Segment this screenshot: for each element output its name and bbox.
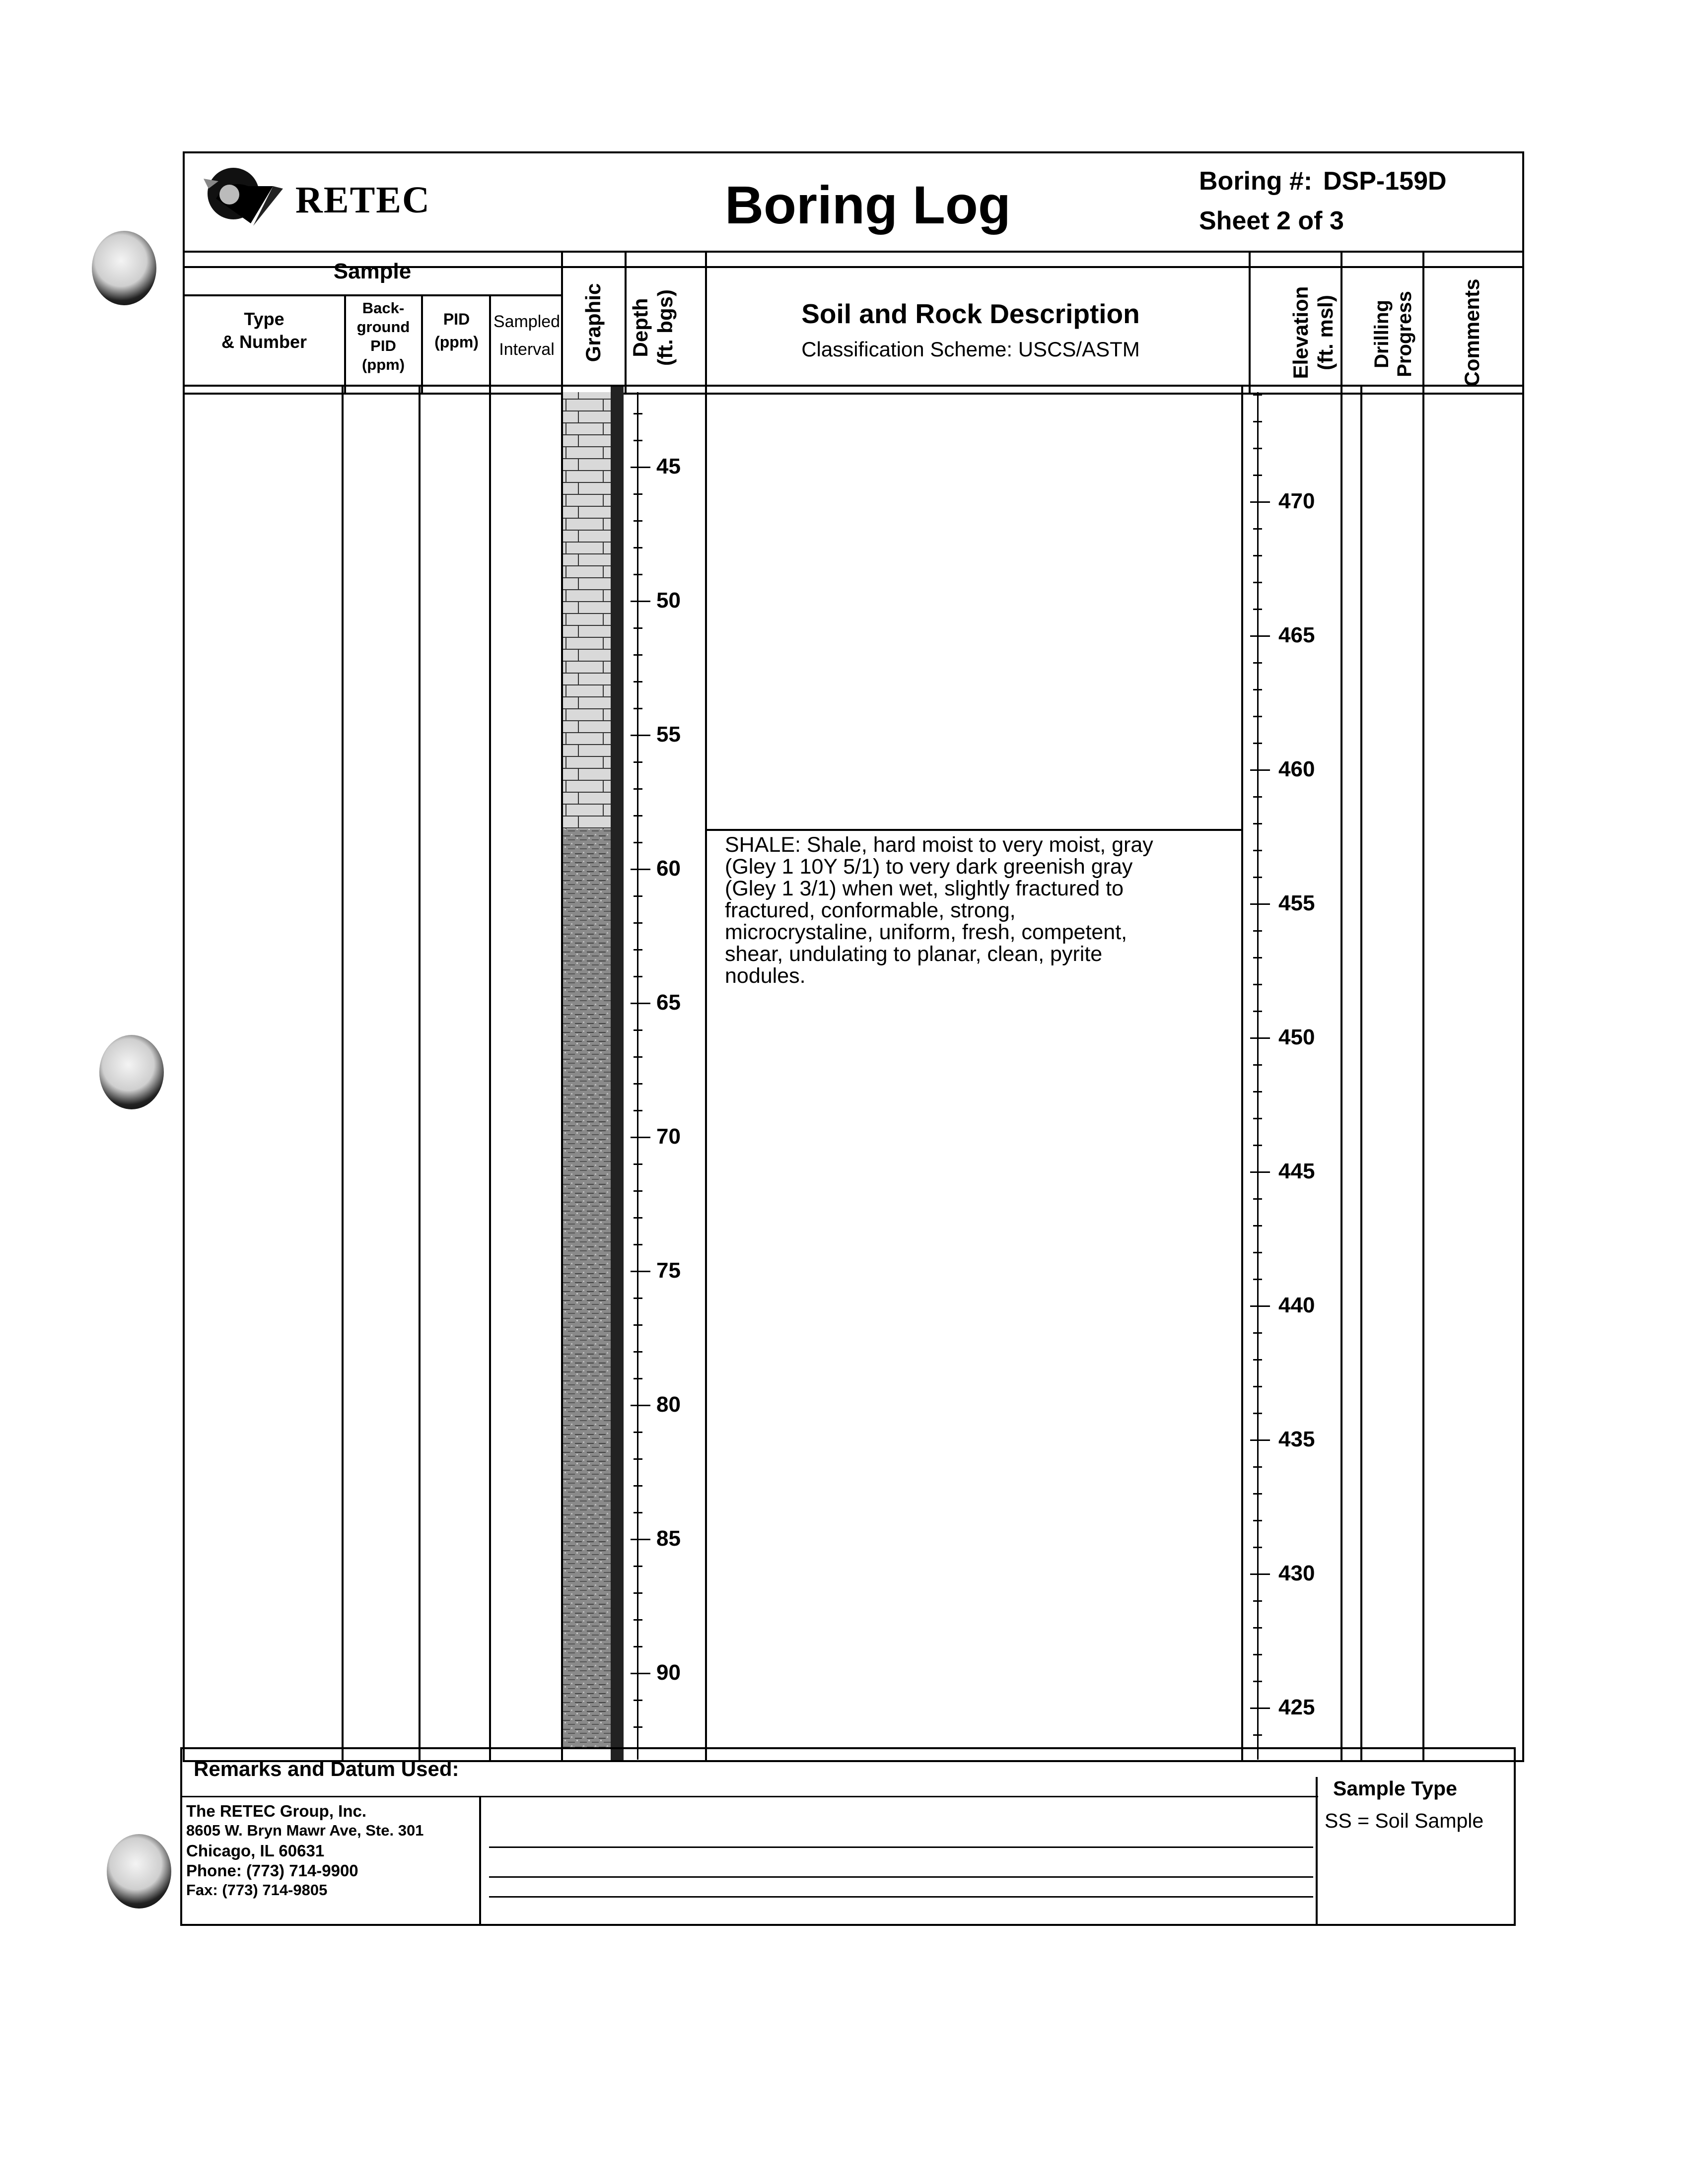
footer-divider <box>1316 1777 1318 1925</box>
depth-major-tick <box>631 735 650 736</box>
elevation-minor-tick <box>1253 1225 1262 1227</box>
elevation-minor-tick <box>1253 555 1262 556</box>
body-frame <box>183 385 1524 1762</box>
graphic-log <box>563 387 624 1760</box>
elevation-minor-tick <box>1253 662 1262 664</box>
elevation-minor-tick <box>1253 716 1262 717</box>
depth-minor-tick <box>634 681 642 682</box>
depth-major-tick <box>631 1539 650 1540</box>
hdr-divider <box>625 251 627 394</box>
elevation-label: 425 <box>1278 1695 1315 1720</box>
depth-major-tick <box>631 1673 650 1674</box>
elevation-major-tick <box>1250 501 1270 503</box>
depth-minor-tick <box>634 922 642 924</box>
elevation-minor-tick <box>1253 1091 1262 1092</box>
elevation-minor-tick <box>1253 1011 1262 1012</box>
depth-minor-tick <box>634 1163 642 1165</box>
depth-minor-tick <box>634 1244 642 1245</box>
depth-minor-tick <box>634 627 642 629</box>
elevation-minor-tick <box>1253 984 1262 985</box>
punch-hole-bottom <box>107 1834 171 1909</box>
remarks-line <box>489 1896 1313 1898</box>
graphic-layer-shale <box>563 829 611 1748</box>
depth-label: 70 <box>656 1124 681 1149</box>
remarks-line <box>489 1876 1313 1878</box>
depth-label: 75 <box>656 1258 681 1283</box>
retec-logo <box>199 159 430 228</box>
elevation-minor-tick <box>1253 823 1262 824</box>
layer-boundary <box>706 829 1242 831</box>
depth-minor-tick <box>634 708 642 709</box>
body-divider <box>1241 385 1243 1762</box>
elevation-label: 430 <box>1278 1561 1315 1586</box>
depth-minor-tick <box>634 895 642 897</box>
elevation-minor-tick <box>1253 1600 1262 1602</box>
depth-minor-tick <box>634 440 642 441</box>
depth-minor-tick <box>634 1619 642 1621</box>
elevation-minor-tick <box>1253 582 1262 583</box>
elevation-minor-tick <box>1253 743 1262 744</box>
graphic-layer-upper-unit <box>563 392 611 829</box>
elevation-header: Elevation (ft. msl) <box>1289 286 1337 379</box>
elevation-minor-tick <box>1253 1413 1262 1414</box>
elevation-minor-tick <box>1253 1466 1262 1468</box>
body-divider <box>489 385 491 1762</box>
body-divider <box>1422 385 1424 1762</box>
body-divider <box>705 385 707 1762</box>
depth-major-tick <box>631 1003 650 1004</box>
elevation-minor-tick <box>1253 1359 1262 1361</box>
depth-major-tick <box>631 601 650 602</box>
body-divider <box>419 385 421 1762</box>
hdr-divider <box>1422 251 1424 394</box>
elevation-minor-tick <box>1253 528 1262 530</box>
depth-minor-tick <box>634 1566 642 1567</box>
body-divider <box>342 385 344 1762</box>
punch-hole-middle <box>99 1035 164 1109</box>
depth-minor-tick <box>634 815 642 817</box>
depth-minor-tick <box>634 1056 642 1058</box>
elevation-major-tick <box>1250 769 1270 771</box>
sampled-interval-header: Sampled Interval <box>493 312 561 359</box>
elevation-minor-tick <box>1253 1386 1262 1387</box>
depth-label: 55 <box>656 722 681 747</box>
company-name: The RETEC Group, Inc. <box>186 1802 367 1820</box>
elevation-label: 445 <box>1278 1159 1315 1184</box>
depth-minor-tick <box>634 1351 642 1353</box>
elevation-label: 440 <box>1278 1293 1315 1318</box>
hdr-divider <box>344 294 346 394</box>
remarks-line <box>489 1846 1313 1848</box>
depth-minor-tick <box>634 842 642 843</box>
elevation-minor-tick <box>1253 1064 1262 1066</box>
drilling-progress-header: Drilling Progress <box>1371 291 1415 377</box>
depth-axis-line <box>637 392 638 1760</box>
depth-label: 50 <box>656 588 681 613</box>
background-pid-header: Back- ground PID (ppm) <box>356 299 410 373</box>
depth-minor-tick <box>634 1726 642 1728</box>
depth-minor-tick <box>634 413 642 414</box>
elevation-minor-tick <box>1253 877 1262 878</box>
depth-minor-tick <box>634 1083 642 1085</box>
depth-minor-tick <box>634 1432 642 1433</box>
elevation-minor-tick <box>1253 394 1262 396</box>
elevation-major-tick <box>1250 1573 1270 1575</box>
elevation-label: 450 <box>1278 1025 1315 1050</box>
boring-id: DSP-159D <box>1323 167 1447 196</box>
description-header: Soil and Rock Description <box>801 298 1140 329</box>
punch-hole-top <box>92 231 156 305</box>
shale-description: SHALE: Shale, hard moist to very moist, gray (Gley 1 10Y 5/1) to very dark greenish gray (Gley 1 3/1) when wet, slightly fractured to fractured, conformable, strong, microcrystaline, uniform, fresh, competent, shear, undulating to planar, clean, pyrite nodules. <box>725 833 1153 988</box>
depth-minor-tick <box>634 1485 642 1487</box>
depth-minor-tick <box>634 949 642 951</box>
elevation-minor-tick <box>1253 689 1262 690</box>
depth-major-tick <box>631 869 650 870</box>
elevation-label: 460 <box>1278 757 1315 782</box>
depth-major-tick <box>631 1271 650 1272</box>
elevation-minor-tick <box>1253 1547 1262 1548</box>
elevation-major-tick <box>1250 635 1270 637</box>
depth-major-tick <box>631 467 650 468</box>
elevation-minor-tick <box>1253 609 1262 610</box>
body-divider <box>1340 385 1342 1762</box>
elevation-minor-tick <box>1253 930 1262 932</box>
elevation-label: 435 <box>1278 1427 1315 1452</box>
depth-label: 65 <box>656 990 681 1015</box>
elevation-label: 465 <box>1278 623 1315 648</box>
elevation-minor-tick <box>1253 448 1262 449</box>
hdr-divider <box>1249 251 1251 394</box>
elevation-minor-tick <box>1253 1681 1262 1682</box>
elevation-minor-tick <box>1253 1198 1262 1200</box>
hdr-divider <box>561 251 563 394</box>
remarks-line <box>181 1796 1318 1797</box>
depth-minor-tick <box>634 1190 642 1192</box>
company-fax: Fax: (773) 714-9805 <box>186 1881 328 1899</box>
depth-minor-tick <box>634 1110 642 1111</box>
elevation-minor-tick <box>1253 1118 1262 1119</box>
company-phone: Phone: (773) 714-9900 <box>186 1861 358 1880</box>
hdr-divider <box>421 294 423 394</box>
sheet-number: Sheet 2 of 3 <box>1199 206 1344 235</box>
depth-minor-tick <box>634 654 642 656</box>
comments-header: Comments <box>1460 278 1483 387</box>
elevation-minor-tick <box>1253 1145 1262 1146</box>
elevation-minor-tick <box>1253 475 1262 476</box>
elevation-major-tick <box>1250 1439 1270 1441</box>
logo-text: RETEC <box>295 179 430 221</box>
company-address: 8605 W. Bryn Mawr Ave, Ste. 301 <box>186 1822 424 1839</box>
elevation-minor-tick <box>1253 1332 1262 1334</box>
elevation-major-tick <box>1250 1037 1270 1039</box>
depth-label: 90 <box>656 1660 681 1685</box>
sample-group-divider <box>183 294 561 296</box>
depth-major-tick <box>631 1405 650 1406</box>
elevation-major-tick <box>1250 903 1270 905</box>
depth-minor-tick <box>634 788 642 790</box>
remarks-label: Remarks and Datum Used: <box>194 1757 459 1780</box>
sample-group-header: Sample <box>333 259 412 283</box>
depth-minor-tick <box>634 547 642 548</box>
elevation-minor-tick <box>1253 1252 1262 1253</box>
elevation-minor-tick <box>1253 1520 1262 1521</box>
depth-minor-tick <box>634 520 642 522</box>
page-title: Boring Log <box>725 175 1011 235</box>
elevation-minor-tick <box>1253 796 1262 798</box>
elevation-label: 470 <box>1278 489 1315 514</box>
elevation-major-tick <box>1250 1707 1270 1709</box>
sample-type-label: Sample Type <box>1333 1777 1457 1800</box>
retec-logo-mark <box>199 159 283 228</box>
company-city: Chicago, IL 60631 <box>186 1842 325 1860</box>
graphic-shadow-edge <box>611 387 624 1760</box>
hdr-divider <box>705 251 707 394</box>
hdr-divider <box>1340 251 1342 394</box>
elevation-minor-tick <box>1253 957 1262 958</box>
body-divider <box>1360 385 1362 1762</box>
depth-label: 60 <box>656 856 681 881</box>
elevation-axis-line <box>1257 392 1259 1760</box>
classification-scheme: Classification Scheme: USCS/ASTM <box>801 338 1140 361</box>
depth-minor-tick <box>634 1592 642 1594</box>
depth-label: 85 <box>656 1526 681 1551</box>
elevation-label: 455 <box>1278 891 1315 916</box>
depth-minor-tick <box>634 761 642 763</box>
elevation-minor-tick <box>1253 850 1262 851</box>
depth-minor-tick <box>634 1378 642 1379</box>
depth-minor-tick <box>634 493 642 495</box>
elevation-minor-tick <box>1253 1734 1262 1736</box>
elevation-minor-tick <box>1253 421 1262 422</box>
elevation-major-tick <box>1250 1171 1270 1173</box>
pid-header: PID (ppm) <box>434 310 479 351</box>
boring-label: Boring #: <box>1199 167 1313 196</box>
depth-minor-tick <box>634 1029 642 1031</box>
footer-divider <box>479 1796 481 1925</box>
depth-label: 45 <box>656 454 681 479</box>
depth-minor-tick <box>634 574 642 575</box>
depth-minor-tick <box>634 1297 642 1299</box>
type-number-header: Type & Number <box>221 309 307 352</box>
depth-header: Depth (ft. bgs) <box>629 289 677 366</box>
depth-minor-tick <box>634 1700 642 1701</box>
depth-minor-tick <box>634 1458 642 1460</box>
sample-type-value: SS = Soil Sample <box>1325 1809 1484 1832</box>
depth-minor-tick <box>634 1646 642 1647</box>
depth-minor-tick <box>634 976 642 977</box>
elevation-minor-tick <box>1253 1493 1262 1495</box>
depth-label: 80 <box>656 1392 681 1417</box>
depth-minor-tick <box>634 1324 642 1326</box>
depth-major-tick <box>631 1137 650 1138</box>
elevation-minor-tick <box>1253 1279 1262 1280</box>
elevation-minor-tick <box>1253 1627 1262 1629</box>
elevation-major-tick <box>1250 1305 1270 1307</box>
depth-minor-tick <box>634 1217 642 1219</box>
elevation-minor-tick <box>1253 1654 1262 1655</box>
graphic-header: Graphic <box>581 283 605 362</box>
hdr-divider <box>489 294 491 394</box>
depth-minor-tick <box>634 1512 642 1513</box>
